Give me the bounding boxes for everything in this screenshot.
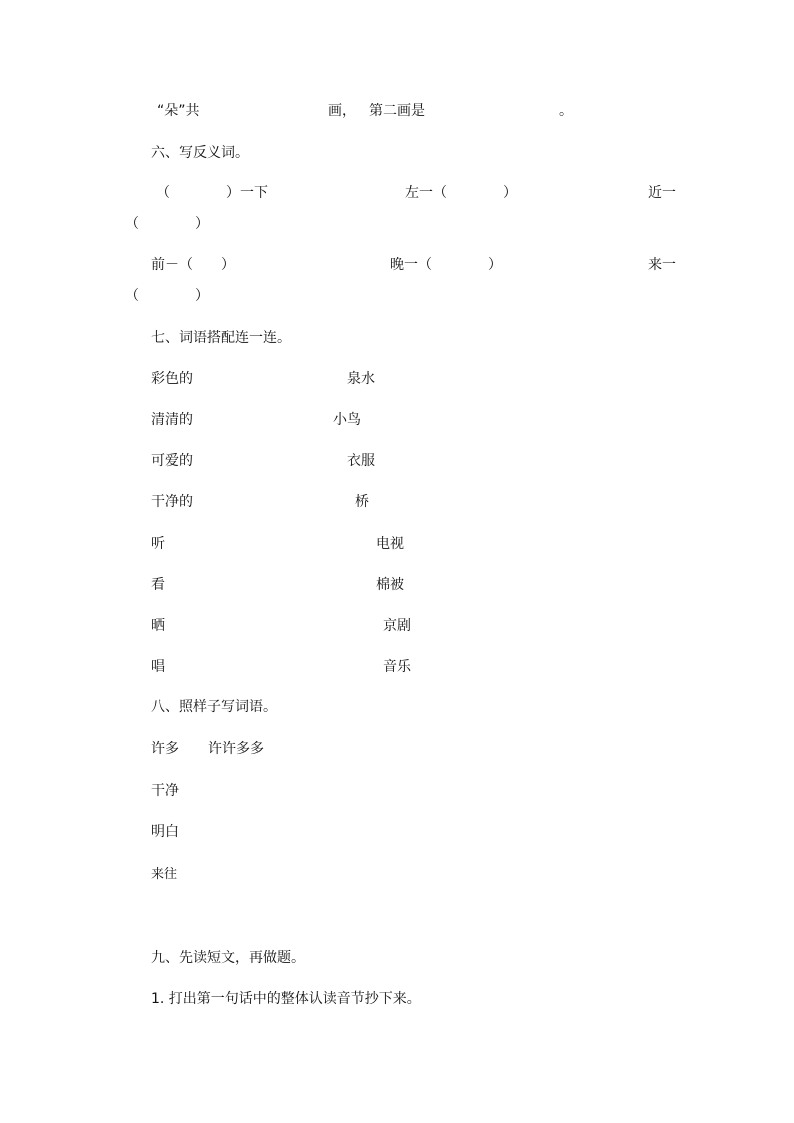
q6-title: 六、写反义词。 [151, 145, 249, 161]
q8-item: 来往 [151, 867, 178, 882]
q7-left-word: 看 [151, 577, 165, 593]
q7-right-word: 音乐 [383, 659, 411, 675]
q7-left-word: 清清的 [151, 412, 193, 428]
q6-antonym-3: 近一 [648, 185, 676, 201]
q8-item: 干净 [151, 783, 179, 799]
q5-prefix: “朵”共 [157, 103, 200, 119]
q6-antonym-5: 晚一（ ） [390, 257, 502, 273]
q7-left-word: 干净的 [151, 494, 193, 510]
q6-antonym-1: （ ）一下 [156, 185, 268, 201]
q7-right-word: 桥 [355, 494, 369, 510]
q8-example-answer: 许许多多 [208, 741, 264, 757]
q7-right-word: 棉被 [376, 577, 404, 593]
q6-antonym-6-blank: （ ） [125, 288, 209, 304]
q9-title: 九、先读短文，再做题。 [151, 950, 305, 966]
q5-strokes-label: 画， [328, 103, 356, 119]
q5-second-stroke-label: 第二画是 [369, 103, 425, 119]
q6-antonym-2: 左一（ ） [405, 185, 517, 201]
q7-right-word: 小鸟 [333, 412, 361, 428]
q5-period: 。 [559, 103, 573, 119]
q7-right-word: 电视 [376, 536, 404, 552]
q7-right-word: 京剧 [383, 618, 411, 634]
q6-antonym-4: 前－（ ） [151, 257, 235, 273]
q7-right-word: 泉水 [347, 371, 375, 387]
q7-left-word: 唱 [151, 659, 165, 675]
q8-title: 八、照样子写词语。 [151, 699, 277, 715]
q7-left-word: 听 [151, 536, 165, 552]
q7-left-word: 晒 [151, 618, 165, 634]
q7-title: 七、词语搭配连一连。 [151, 330, 291, 346]
q8-item: 明白 [151, 824, 179, 840]
q8-example-word: 许多 [151, 741, 179, 757]
q6-antonym-3-blank: （ ） [125, 216, 209, 232]
q7-left-word: 彩色的 [151, 371, 193, 387]
q7-left-word: 可爱的 [151, 453, 193, 469]
q7-right-word: 衣服 [347, 453, 375, 469]
q6-antonym-6: 来一 [648, 257, 676, 273]
q9-subquestion-1: 1. 打出第一句话中的整体认读音节抄下来。 [151, 991, 421, 1007]
